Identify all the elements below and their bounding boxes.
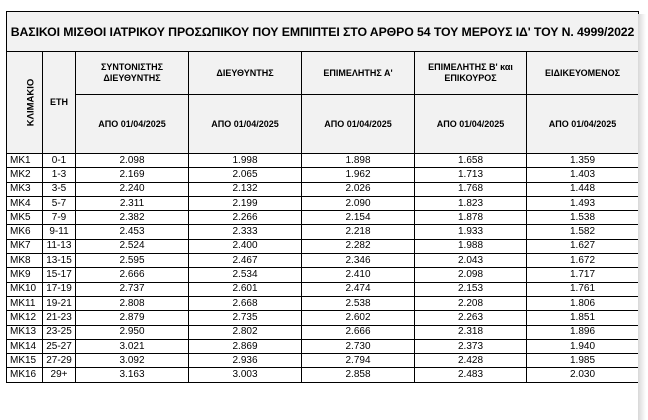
grade-cell: MK10 bbox=[7, 282, 43, 296]
grade-header bbox=[7, 52, 43, 154]
years-cell: 5-7 bbox=[43, 196, 76, 210]
table-row bbox=[7, 339, 639, 353]
salary-cell: 2.428 bbox=[415, 354, 527, 368]
salary-cell: 1.761 bbox=[527, 282, 639, 296]
salary-cell: 2.098 bbox=[415, 268, 527, 282]
salary-cell: 1.851 bbox=[527, 311, 639, 325]
table-body bbox=[7, 154, 639, 383]
salary-cell: 2.169 bbox=[76, 168, 189, 182]
salary-cell: 2.453 bbox=[76, 225, 189, 239]
salary-cell: 1.627 bbox=[527, 239, 639, 253]
salary-cell: 2.666 bbox=[76, 268, 189, 282]
salary-cell: 2.030 bbox=[527, 368, 639, 382]
grade-cell: MK6 bbox=[7, 225, 43, 239]
table-row bbox=[7, 182, 639, 196]
salary-cell: 3.003 bbox=[189, 368, 302, 382]
salary-cell: 1.998 bbox=[189, 154, 302, 168]
salary-cell: 2.666 bbox=[302, 325, 415, 339]
years-cell: 17-19 bbox=[43, 282, 76, 296]
years-cell: 9-11 bbox=[43, 225, 76, 239]
salary-cell: 1.717 bbox=[527, 268, 639, 282]
date-header: ΑΠΟ 01/04/2025 bbox=[302, 95, 415, 154]
grade-cell: MK12 bbox=[7, 311, 43, 325]
salary-cell: 2.311 bbox=[76, 196, 189, 210]
page-edge-shadow bbox=[638, 14, 646, 420]
years-cell: 27-29 bbox=[43, 354, 76, 368]
salary-cell: 2.208 bbox=[415, 296, 527, 310]
years-cell: 21-23 bbox=[43, 311, 76, 325]
grade-cell: MK7 bbox=[7, 239, 43, 253]
table-row bbox=[7, 368, 639, 382]
salary-cell: 1.962 bbox=[302, 168, 415, 182]
salary-cell: 2.936 bbox=[189, 354, 302, 368]
salary-cell: 1.768 bbox=[415, 182, 527, 196]
salary-cell: 1.823 bbox=[415, 196, 527, 210]
salary-cell: 2.090 bbox=[302, 196, 415, 210]
salary-cell: 2.065 bbox=[189, 168, 302, 182]
salary-cell: 3.163 bbox=[76, 368, 189, 382]
salary-cell: 1.988 bbox=[415, 239, 527, 253]
salary-cell: 2.737 bbox=[76, 282, 189, 296]
salary-cell: 2.534 bbox=[189, 268, 302, 282]
years-cell: 25-27 bbox=[43, 339, 76, 353]
date-header: ΑΠΟ 01/04/2025 bbox=[76, 95, 189, 154]
grade-cell: MK15 bbox=[7, 354, 43, 368]
salary-cell: 2.524 bbox=[76, 239, 189, 253]
salary-cell: 2.240 bbox=[76, 182, 189, 196]
salary-cell: 2.132 bbox=[189, 182, 302, 196]
years-cell: 1-3 bbox=[43, 168, 76, 182]
salary-cell: 2.730 bbox=[302, 339, 415, 353]
grade-cell: MK4 bbox=[7, 196, 43, 210]
salary-cell: 2.153 bbox=[415, 282, 527, 296]
salary-cell: 2.154 bbox=[302, 211, 415, 225]
salary-cell: 2.373 bbox=[415, 339, 527, 353]
grade-cell: MK5 bbox=[7, 211, 43, 225]
salary-cell: 1.672 bbox=[527, 254, 639, 268]
grade-cell: MK16 bbox=[7, 368, 43, 382]
grade-cell: MK13 bbox=[7, 325, 43, 339]
table-row bbox=[7, 225, 639, 239]
salary-cell: 2.808 bbox=[76, 296, 189, 310]
years-cell: 23-25 bbox=[43, 325, 76, 339]
salary-cell: 2.266 bbox=[189, 211, 302, 225]
salary-cell: 3.092 bbox=[76, 354, 189, 368]
grade-cell: MK2 bbox=[7, 168, 43, 182]
grade-header-label: ΚΛΙΜΑΚΙΟ bbox=[25, 78, 37, 127]
table-row bbox=[7, 196, 639, 210]
table-title: ΒΑΣΙΚΟΙ ΜΙΣΘΟΙ ΙΑΤΡΙΚΟΥ ΠΡΟΣΩΠΙΚΟΥ ΠΟΥ ΕΜΠΙΠΤΕΙ ΣΤΟ ΑΡΘΡΟ 54 ΤΟΥ ΜΕΡΟΥΣ ΙΔ' ΤΟΥ Ν. 4999/2022 bbox=[7, 12, 639, 52]
years-cell: 11-13 bbox=[43, 239, 76, 253]
table-row bbox=[7, 239, 639, 253]
salary-cell: 1.713 bbox=[415, 168, 527, 182]
salary-cell: 2.735 bbox=[189, 311, 302, 325]
salary-cell: 2.410 bbox=[302, 268, 415, 282]
salary-cell: 2.218 bbox=[302, 225, 415, 239]
rank-header: ΣΥΝΤΟΝΙΣΤΗΣ ΔΙΕΥΘΥΝΤΗΣ bbox=[76, 52, 189, 95]
table-row bbox=[7, 325, 639, 339]
salary-cell: 2.199 bbox=[189, 196, 302, 210]
salary-cell: 1.403 bbox=[527, 168, 639, 182]
rank-header: ΔΙΕΥΘΥΝΤΗΣ bbox=[189, 52, 302, 95]
date-header: ΑΠΟ 01/04/2025 bbox=[189, 95, 302, 154]
salary-cell: 2.879 bbox=[76, 311, 189, 325]
salary-cell: 2.263 bbox=[415, 311, 527, 325]
years-header: ΕΤΗ bbox=[43, 52, 76, 154]
salary-cell: 1.933 bbox=[415, 225, 527, 239]
grade-cell: MK14 bbox=[7, 339, 43, 353]
salary-cell: 1.985 bbox=[527, 354, 639, 368]
salary-cell: 1.493 bbox=[527, 196, 639, 210]
salary-cell: 1.806 bbox=[527, 296, 639, 310]
table-row bbox=[7, 154, 639, 168]
salary-cell: 2.026 bbox=[302, 182, 415, 196]
salary-cell: 1.658 bbox=[415, 154, 527, 168]
salary-cell: 1.898 bbox=[302, 154, 415, 168]
years-cell: 19-21 bbox=[43, 296, 76, 310]
salary-cell: 2.467 bbox=[189, 254, 302, 268]
salary-cell: 2.595 bbox=[76, 254, 189, 268]
salary-cell: 2.602 bbox=[302, 311, 415, 325]
table-row bbox=[7, 296, 639, 310]
date-header: ΑΠΟ 01/04/2025 bbox=[527, 95, 639, 154]
salary-cell: 2.538 bbox=[302, 296, 415, 310]
table-row bbox=[7, 268, 639, 282]
salary-cell: 2.668 bbox=[189, 296, 302, 310]
years-cell: 13-15 bbox=[43, 254, 76, 268]
salary-cell: 1.448 bbox=[527, 182, 639, 196]
salary-cell: 1.940 bbox=[527, 339, 639, 353]
rank-header: ΕΙΔΙΚΕΥΟΜΕΝΟΣ bbox=[527, 52, 639, 95]
salary-cell: 2.794 bbox=[302, 354, 415, 368]
grade-cell: MK3 bbox=[7, 182, 43, 196]
salary-cell: 2.802 bbox=[189, 325, 302, 339]
salary-cell: 1.582 bbox=[527, 225, 639, 239]
salary-cell: 1.878 bbox=[415, 211, 527, 225]
salary-cell: 2.382 bbox=[76, 211, 189, 225]
table-row bbox=[7, 254, 639, 268]
salary-cell: 2.869 bbox=[189, 339, 302, 353]
salary-cell: 2.474 bbox=[302, 282, 415, 296]
salary-cell: 2.400 bbox=[189, 239, 302, 253]
table-row bbox=[7, 168, 639, 182]
salary-cell: 2.043 bbox=[415, 254, 527, 268]
salary-cell: 2.601 bbox=[189, 282, 302, 296]
table-row bbox=[7, 282, 639, 296]
salary-cell: 1.359 bbox=[527, 154, 639, 168]
rank-header: ΕΠΙΜΕΛΗΤΗΣ Α' bbox=[302, 52, 415, 95]
grade-cell: MK11 bbox=[7, 296, 43, 310]
salary-cell: 1.896 bbox=[527, 325, 639, 339]
years-cell: 15-17 bbox=[43, 268, 76, 282]
table-row bbox=[7, 211, 639, 225]
years-cell: 29+ bbox=[43, 368, 76, 382]
date-header: ΑΠΟ 01/04/2025 bbox=[415, 95, 527, 154]
salary-cell: 2.318 bbox=[415, 325, 527, 339]
salary-cell: 2.858 bbox=[302, 368, 415, 382]
grade-cell: MK9 bbox=[7, 268, 43, 282]
salary-cell: 2.483 bbox=[415, 368, 527, 382]
salary-cell: 2.098 bbox=[76, 154, 189, 168]
grade-cell: MK1 bbox=[7, 154, 43, 168]
salary-cell: 1.538 bbox=[527, 211, 639, 225]
years-cell: 0-1 bbox=[43, 154, 76, 168]
table-row bbox=[7, 311, 639, 325]
salary-cell: 2.282 bbox=[302, 239, 415, 253]
years-cell: 3-5 bbox=[43, 182, 76, 196]
table-row bbox=[7, 354, 639, 368]
salary-table bbox=[6, 11, 639, 383]
salary-cell: 2.950 bbox=[76, 325, 189, 339]
rank-header: ΕΠΙΜΕΛΗΤΗΣ Β' και ΕΠΙΚΟΥΡΟΣ bbox=[415, 52, 527, 95]
grade-cell: MK8 bbox=[7, 254, 43, 268]
years-cell: 7-9 bbox=[43, 211, 76, 225]
salary-cell: 3.021 bbox=[76, 339, 189, 353]
salary-cell: 2.346 bbox=[302, 254, 415, 268]
salary-cell: 2.333 bbox=[189, 225, 302, 239]
